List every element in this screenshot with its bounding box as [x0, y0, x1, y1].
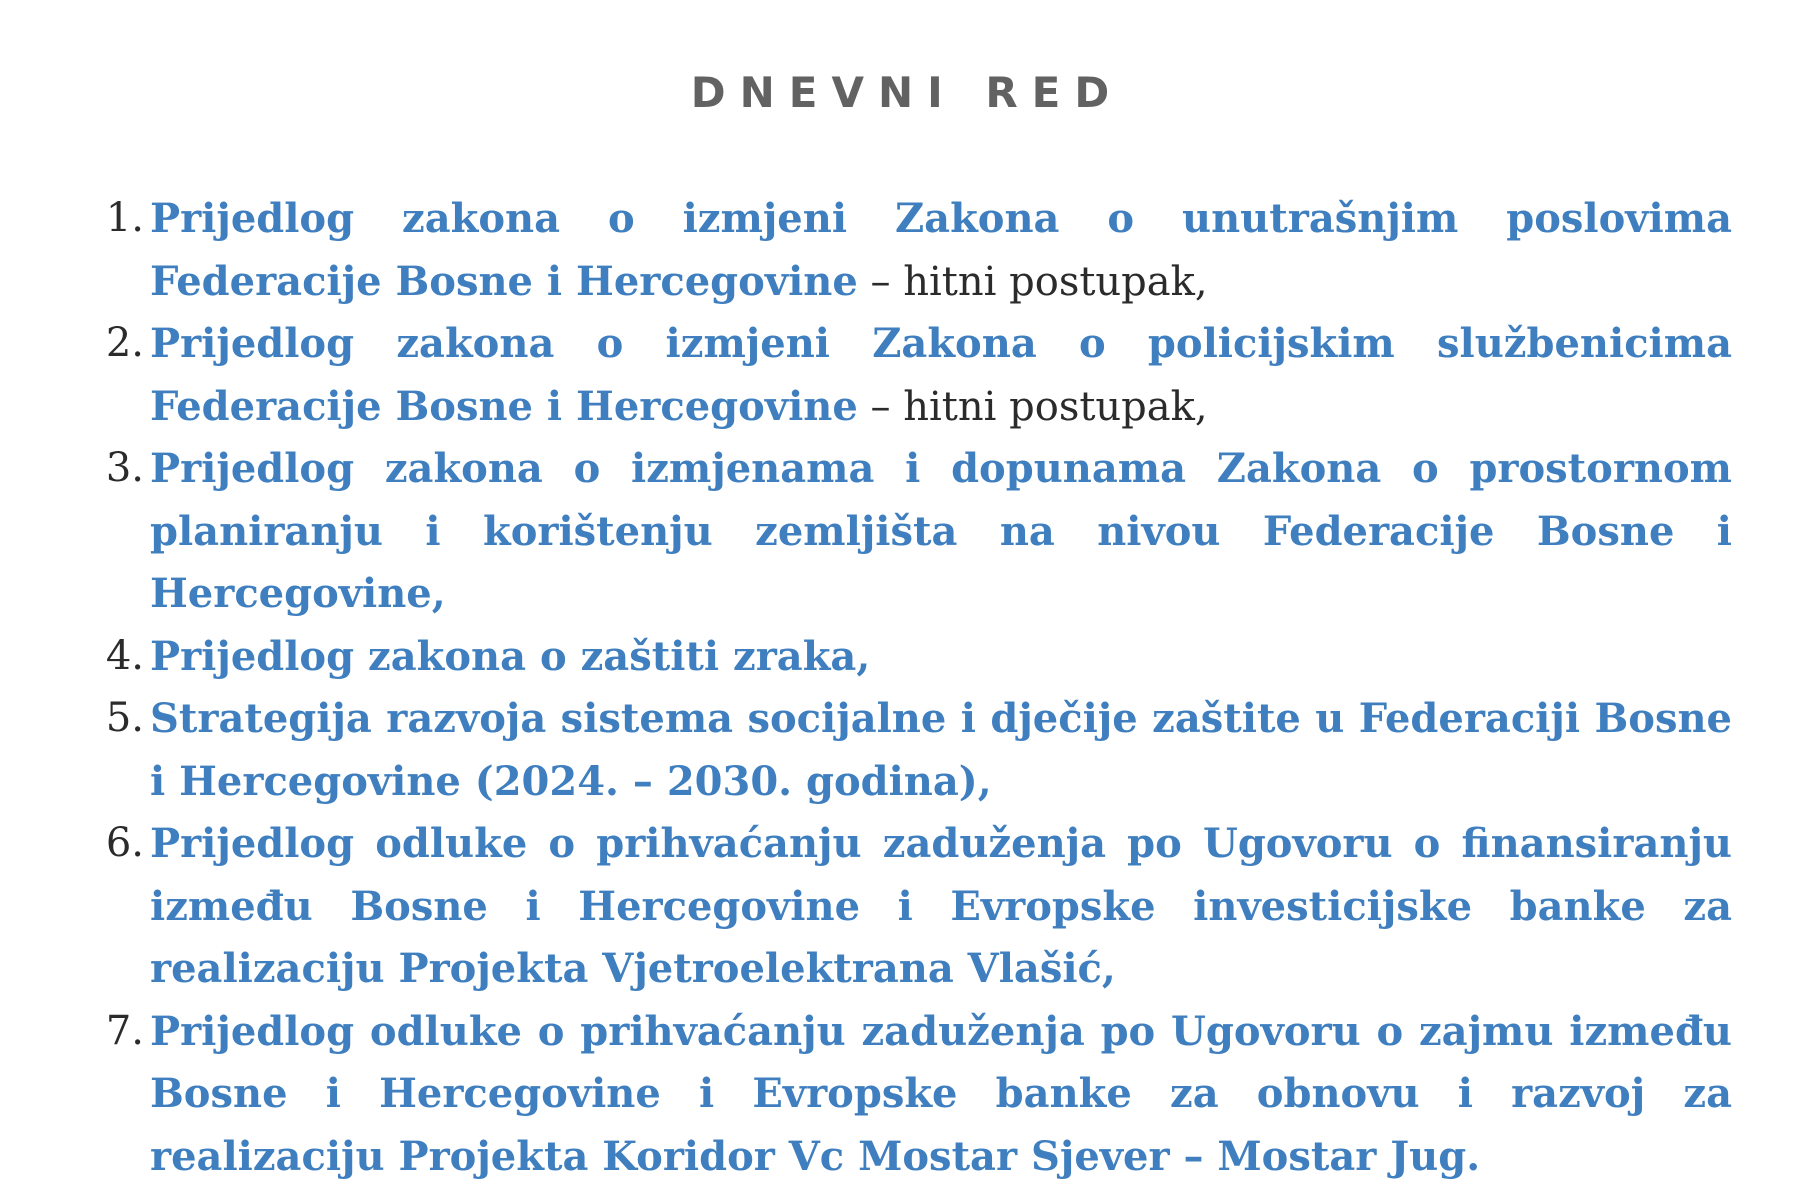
- agenda-item-3: [100, 438, 1732, 626]
- agenda-item-2: [100, 313, 1732, 438]
- item-suffix: – hitni postupak,: [858, 384, 1208, 430]
- agenda-link-5[interactable]: Strategija razvoja sistema socijalne i dječije zaštite u Federaciji Bosne i Hercegovine (2024. – 2030. godina),: [150, 695, 1732, 805]
- item-number: 4.: [100, 626, 144, 688]
- item-number: 5.: [100, 688, 144, 750]
- agenda-link-3[interactable]: Prijedlog zakona o izmjenama i dopunama Zakona o prostornom planiranju i korištenju zemljišta na nivou Federacije Bosne i Hercegovine,: [150, 445, 1732, 617]
- item-number: 2.: [100, 313, 144, 375]
- agenda-item-7: [100, 1001, 1732, 1188]
- item-number: 7.: [100, 1001, 144, 1063]
- agenda-link-7[interactable]: Prijedlog odluke o prihvaćanju zaduženja po Ugovoru o zajmu između Bosne i Hercegovine i Evropske banke za obnovu i razvoj za realizaciju Projekta Koridor Vc Mostar Sjever – Mostar Jug.: [150, 1008, 1732, 1180]
- item-number: 3.: [100, 438, 144, 500]
- agenda-item-6: [100, 813, 1732, 1001]
- item-number: 6.: [100, 813, 144, 875]
- agenda-link-1[interactable]: Prijedlog zakona o izmjeni Zakona o unutrašnjim poslovima Federacije Bosne i Hercegovine: [150, 195, 1732, 305]
- item-suffix: – hitni postupak,: [858, 259, 1208, 305]
- agenda-link-4[interactable]: Prijedlog zakona o zaštiti zraka,: [150, 633, 870, 680]
- agenda-item-1: [100, 188, 1732, 313]
- item-number: 1.: [100, 188, 144, 250]
- agenda-item-4: [100, 626, 1732, 689]
- page-title: DNEVNI RED: [0, 68, 1814, 117]
- agenda-list: [100, 188, 1732, 1188]
- agenda-link-6[interactable]: Prijedlog odluke o prihvaćanju zaduženja po Ugovoru o finansiranju između Bosne i Hercegovine i Evropske investicijske banke za realizaciju Projekta Vjetroelektrana Vlašić,: [150, 820, 1732, 992]
- agenda-link-2[interactable]: Prijedlog zakona o izmjeni Zakona o policijskim službenicima Federacije Bosne i Hercegovine: [150, 320, 1732, 430]
- agenda-item-5: [100, 688, 1732, 813]
